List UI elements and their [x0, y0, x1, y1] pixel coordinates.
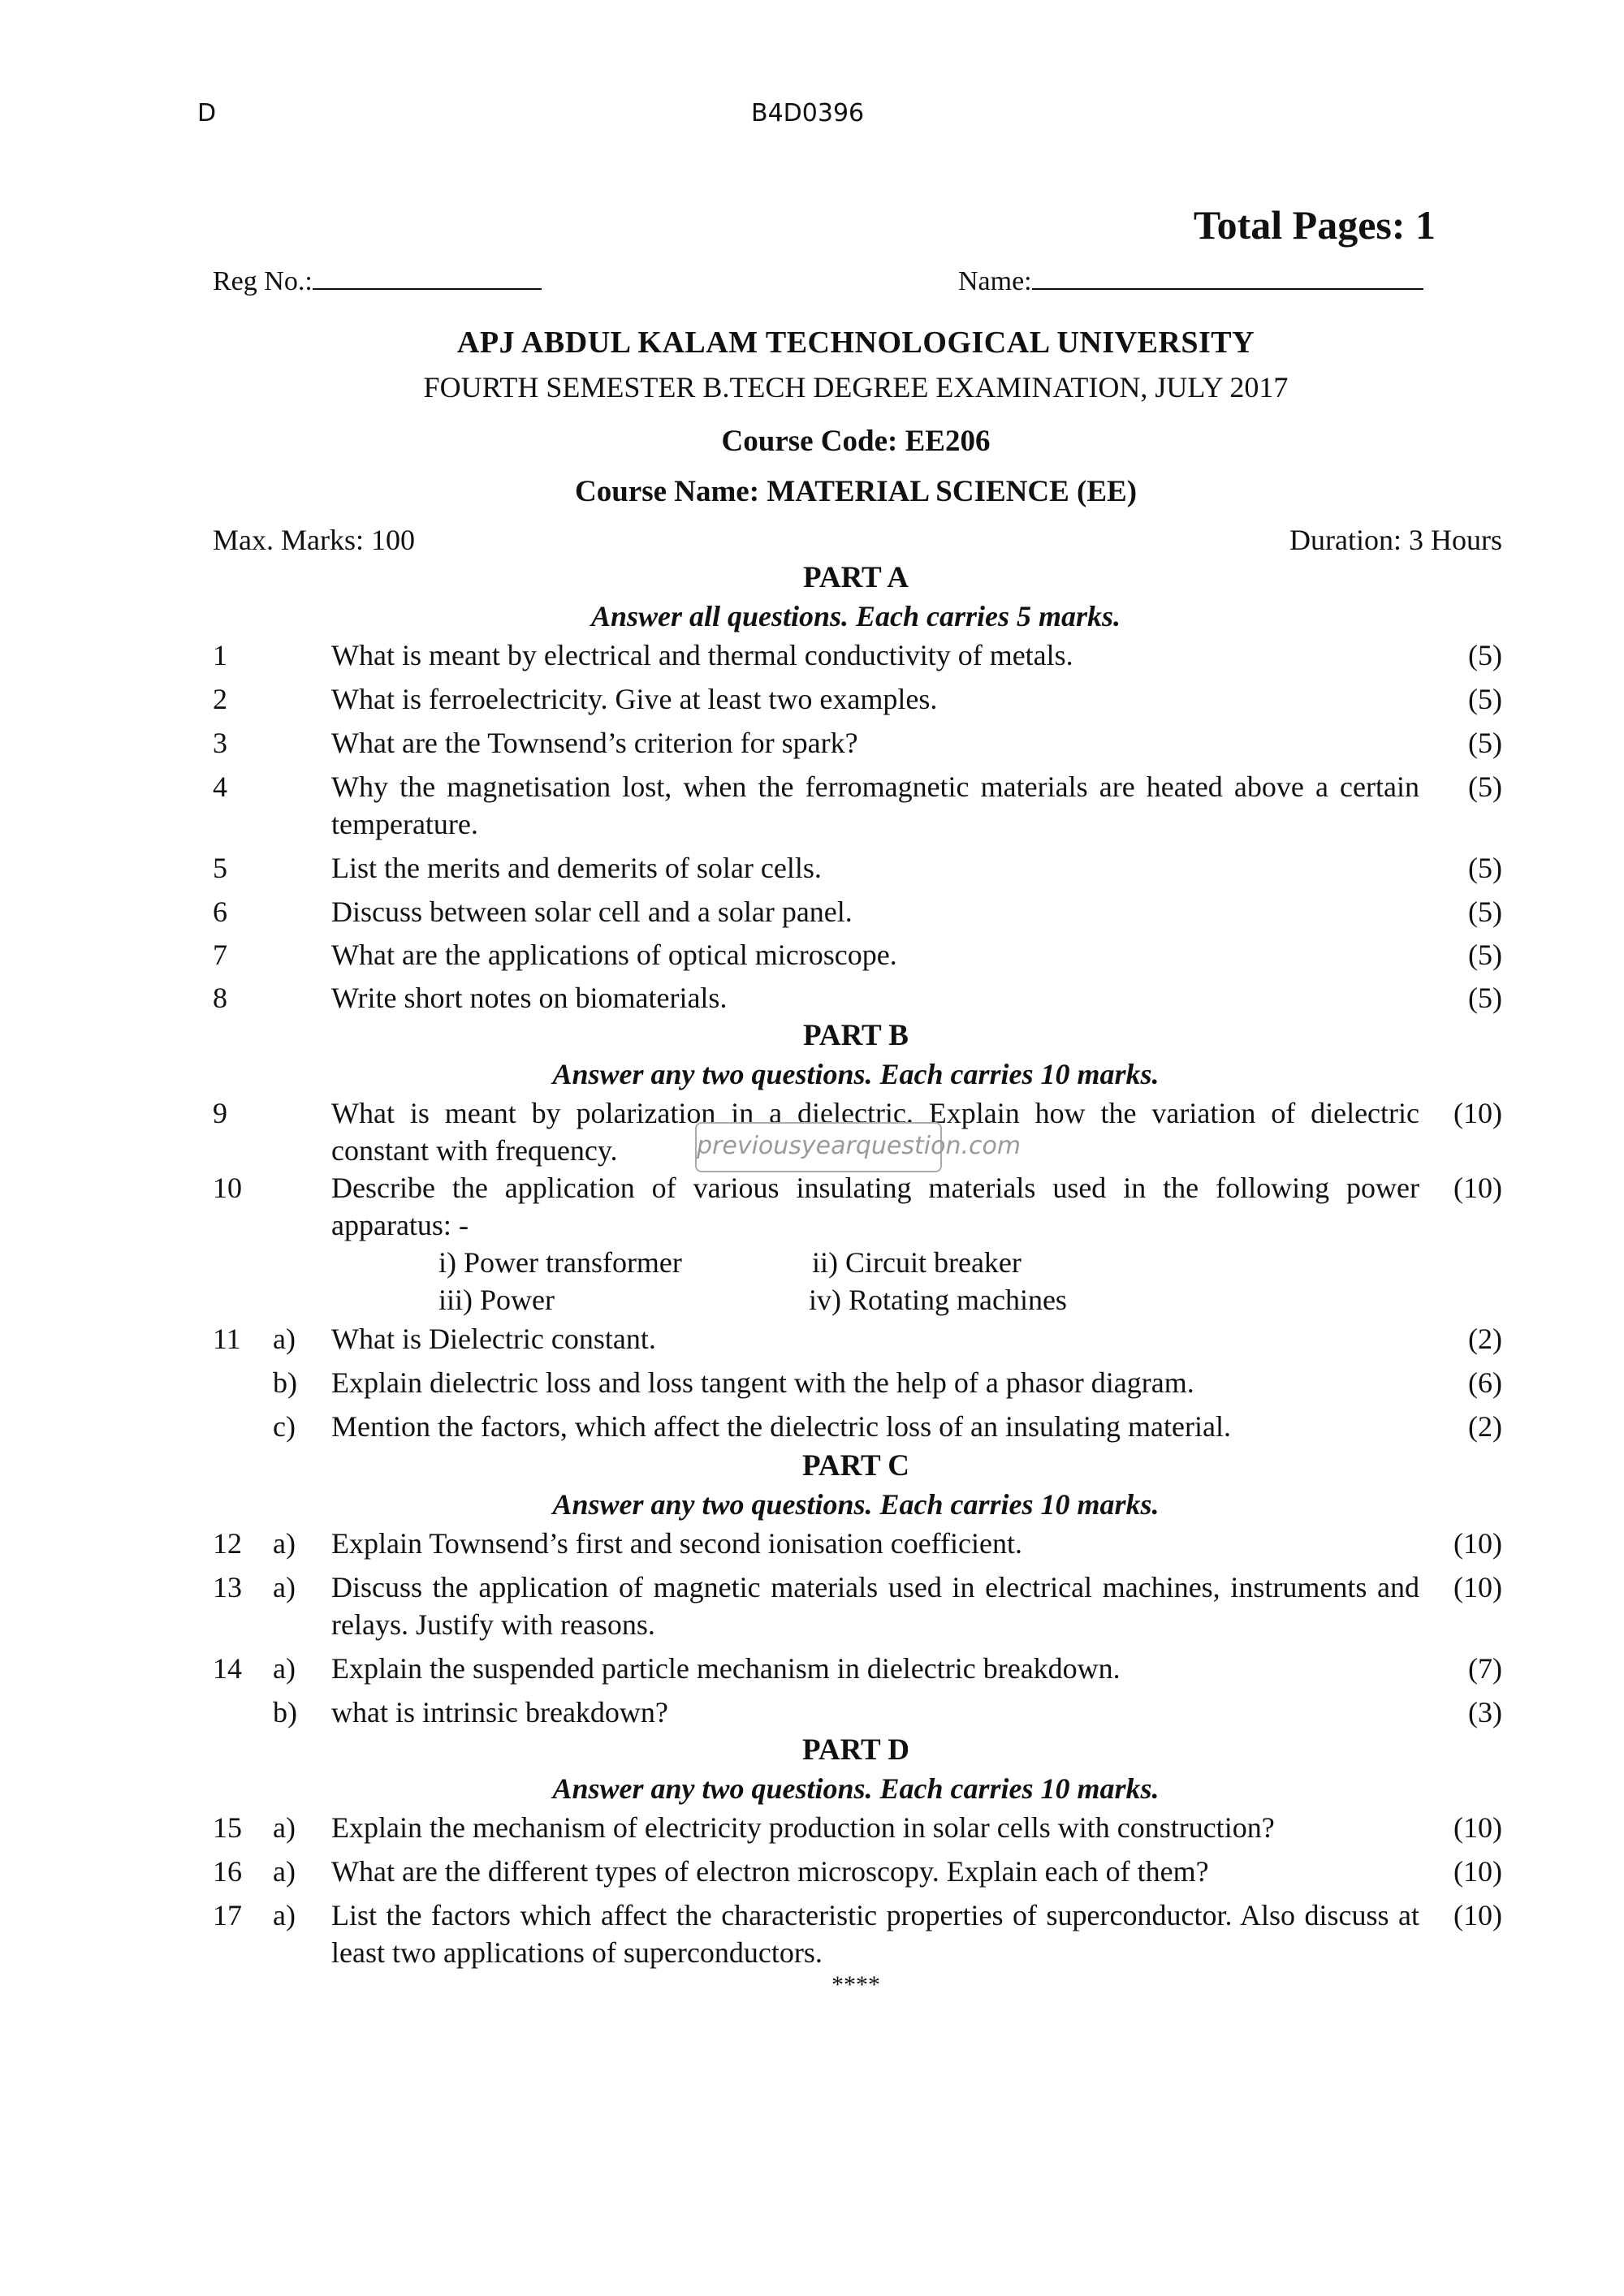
- option-2: ii) Circuit breaker: [812, 1246, 1021, 1279]
- question-number: 15: [213, 1811, 242, 1844]
- duration: Duration: 3 Hours: [1289, 524, 1502, 556]
- part-d-instructions: Answer any two questions. Each carries 10 marks.: [552, 1772, 1160, 1805]
- question-number: 14: [213, 1652, 242, 1685]
- question-text: Write short notes on biomaterials.: [331, 982, 728, 1014]
- question-text: What are the Townsend’s criterion for spark?: [331, 727, 858, 759]
- option-3: iii) Power: [438, 1284, 555, 1316]
- question-text: what is intrinsic breakdown?: [331, 1696, 668, 1728]
- question-marks: (5): [1468, 727, 1502, 759]
- question-text: Explain the mechanism of electricity production in solar cells with construction?: [331, 1811, 1275, 1844]
- name-blank: [1032, 267, 1423, 290]
- question-text: What is ferroelectricity. Give at least two examples.: [331, 683, 938, 715]
- part-a-title: PART A: [803, 561, 909, 594]
- question-subpart: a): [273, 1323, 296, 1355]
- question-text: Explain Townsend’s first and second ionisation coefficient.: [331, 1527, 1022, 1560]
- question-number: 5: [213, 852, 227, 884]
- question-text: What is meant by electrical and thermal conductivity of metals.: [331, 639, 1073, 671]
- total-pages: Total Pages: 1: [1193, 202, 1436, 248]
- question-subpart: a): [273, 1855, 296, 1888]
- question-text: Discuss the application of magnetic materials used in electrical machines, instruments and relays. Justify with reasons.: [331, 1571, 1419, 1641]
- question-marks: (3): [1468, 1696, 1502, 1728]
- question-text: List the factors which affect the characteristic properties of superconductor. Also discuss at least two applications of superconductors.: [331, 1899, 1419, 1969]
- question-subpart: a): [273, 1571, 296, 1603]
- question-marks: (10): [1453, 1571, 1502, 1603]
- reg-no-blank: [313, 267, 542, 290]
- question-text: Mention the factors, which affect the dielectric loss of an insulating material.: [331, 1410, 1231, 1443]
- question-marks: (5): [1468, 683, 1502, 715]
- question-marks: (10): [1453, 1172, 1502, 1204]
- question-text: Discuss between solar cell and a solar panel.: [331, 896, 853, 928]
- question-text: What is meant by polarization in a dielectric. Explain how the variation of dielectric constant with frequency.: [331, 1097, 1419, 1167]
- question-marks: (10): [1453, 1811, 1502, 1844]
- course-code: Course Code: EE206: [721, 425, 991, 458]
- part-c-title: PART C: [802, 1449, 909, 1482]
- question-number: 10: [213, 1172, 242, 1204]
- question-subpart: b): [273, 1366, 297, 1399]
- question-number: 8: [213, 982, 227, 1014]
- question-subpart: a): [273, 1527, 296, 1560]
- question-marks: (10): [1453, 1527, 1502, 1560]
- question-number: 12: [213, 1527, 242, 1560]
- question-number: 3: [213, 727, 227, 759]
- question-marks: (10): [1453, 1855, 1502, 1888]
- question-marks: (7): [1468, 1652, 1502, 1685]
- option-4: iv) Rotating machines: [809, 1284, 1067, 1316]
- question-number: 13: [213, 1571, 242, 1603]
- part-c-instructions: Answer any two questions. Each carries 10 marks.: [552, 1488, 1160, 1521]
- course-name: Course Name: MATERIAL SCIENCE (EE): [574, 475, 1138, 508]
- question-subpart: a): [273, 1811, 296, 1844]
- watermark-logo: previousyearquestion.com: [695, 1122, 942, 1172]
- question-number: 2: [213, 683, 227, 715]
- question-marks: (5): [1468, 639, 1502, 671]
- question-marks: (5): [1468, 852, 1502, 884]
- question-number: 1: [213, 639, 227, 671]
- end-mark: ****: [831, 1971, 880, 1998]
- set-code: D: [197, 99, 217, 127]
- question-marks: (2): [1468, 1323, 1502, 1355]
- option-1: i) Power transformer: [438, 1246, 682, 1279]
- name-field: [958, 266, 1423, 297]
- question-text: List the merits and demerits of solar cells.: [331, 852, 822, 884]
- name-label: Name:: [958, 266, 1032, 296]
- paper-id: B4D0396: [751, 99, 865, 127]
- university-name: APJ ABDUL KALAM TECHNOLOGICAL UNIVERSITY: [456, 326, 1255, 360]
- question-subpart: a): [273, 1899, 296, 1931]
- question-marks: (5): [1468, 770, 1502, 803]
- question-marks: (5): [1468, 939, 1502, 971]
- part-b-title: PART B: [803, 1019, 909, 1052]
- question-marks: (5): [1468, 896, 1502, 928]
- question-text: Describe the application of various insulating materials used in the following power apparatus: -: [331, 1172, 1419, 1241]
- question-number: 6: [213, 896, 227, 928]
- question-number: 9: [213, 1097, 227, 1129]
- question-number: 4: [213, 770, 227, 803]
- question-number: 17: [213, 1899, 242, 1931]
- part-a-instructions: Answer all questions. Each carries 5 marks.: [590, 600, 1121, 632]
- exam-title: FOURTH SEMESTER B.TECH DEGREE EXAMINATION, JULY 2017: [423, 371, 1289, 404]
- reg-no-field: [213, 266, 542, 297]
- question-text: Why the magnetisation lost, when the ferromagnetic materials are heated above a certain temperature.: [331, 770, 1419, 840]
- question-text: Explain the suspended particle mechanism in dielectric breakdown.: [331, 1652, 1121, 1685]
- question-text: What is Dielectric constant.: [331, 1323, 656, 1355]
- question-subpart: b): [273, 1696, 297, 1728]
- question-subpart: c): [273, 1410, 296, 1443]
- question-text: What are the applications of optical microscope.: [331, 939, 897, 971]
- question-marks: (5): [1468, 982, 1502, 1014]
- question-marks: (10): [1453, 1097, 1502, 1129]
- question-subpart: a): [273, 1652, 296, 1685]
- question-number: 11: [213, 1323, 241, 1355]
- max-marks: Max. Marks: 100: [213, 524, 415, 556]
- question-number: 7: [213, 939, 227, 971]
- part-d-title: PART D: [802, 1733, 909, 1767]
- part-b-instructions: Answer any two questions. Each carries 10 marks.: [552, 1058, 1160, 1090]
- question-number: 16: [213, 1855, 242, 1888]
- question-marks: (2): [1468, 1410, 1502, 1443]
- question-text: What are the different types of electron microscopy. Explain each of them?: [331, 1855, 1209, 1888]
- question-marks: (10): [1453, 1899, 1502, 1931]
- question-text: Explain dielectric loss and loss tangent with the help of a phasor diagram.: [331, 1366, 1194, 1399]
- reg-no-label: Reg No.:: [213, 266, 313, 296]
- question-marks: (6): [1468, 1366, 1502, 1399]
